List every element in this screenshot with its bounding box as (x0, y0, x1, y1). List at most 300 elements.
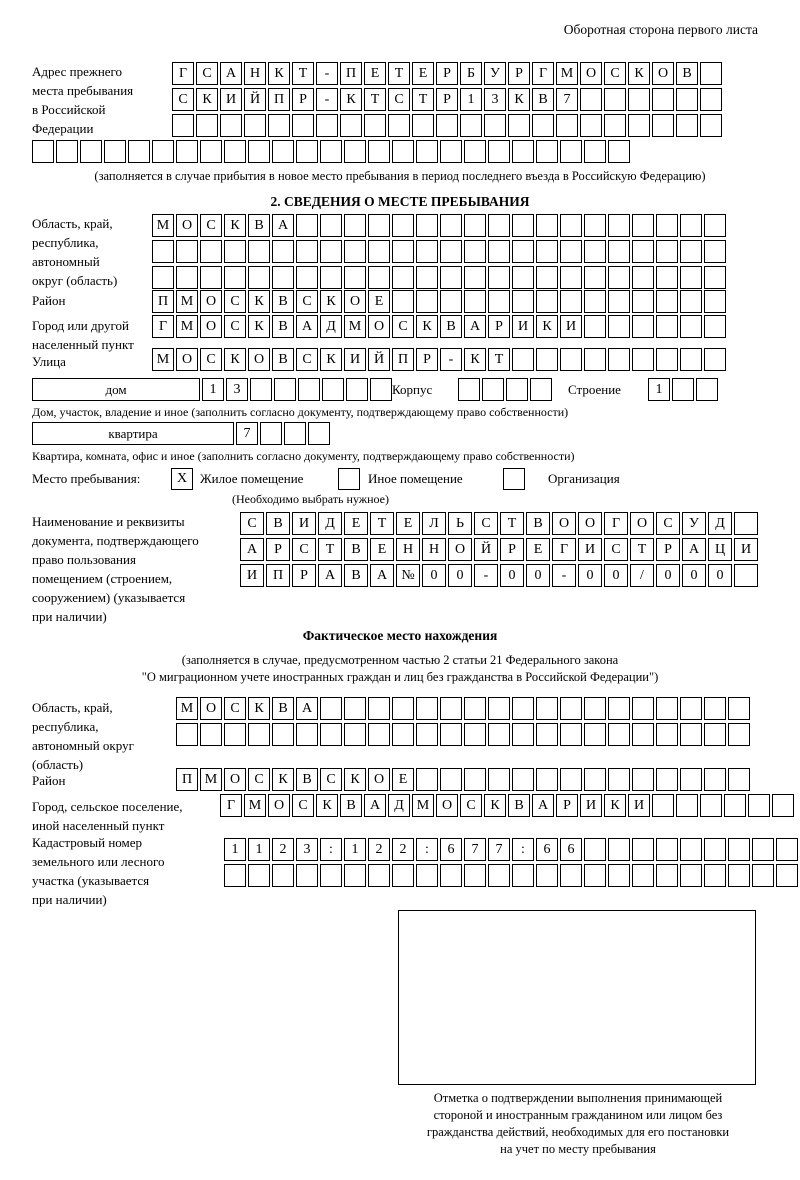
char-cell[interactable] (656, 315, 678, 338)
char-cell[interactable] (274, 378, 296, 401)
char-cell[interactable] (632, 266, 654, 289)
char-cell[interactable]: Т (364, 88, 386, 111)
char-cell[interactable] (752, 838, 774, 861)
char-cell[interactable] (632, 838, 654, 861)
char-cell[interactable] (296, 864, 318, 887)
char-cell[interactable] (604, 88, 626, 111)
char-cell[interactable]: О (176, 348, 198, 371)
char-cell[interactable]: 1 (344, 838, 366, 861)
char-cell[interactable] (416, 266, 438, 289)
char-cell[interactable]: Г (552, 538, 576, 561)
char-cell[interactable] (536, 348, 558, 371)
char-cell[interactable]: К (196, 88, 218, 111)
char-cell[interactable]: О (248, 348, 270, 371)
char-cell[interactable]: А (296, 697, 318, 720)
char-cell[interactable]: Р (436, 88, 458, 111)
char-cell[interactable]: М (244, 794, 266, 817)
char-cell[interactable] (560, 723, 582, 746)
char-cell[interactable]: 7 (488, 838, 510, 861)
char-cell[interactable] (608, 838, 630, 861)
char-cell[interactable] (320, 214, 342, 237)
char-cell[interactable] (608, 214, 630, 237)
char-cell[interactable] (580, 114, 602, 137)
char-cell[interactable]: О (268, 794, 290, 817)
char-cell[interactable] (298, 378, 320, 401)
char-cell[interactable] (506, 378, 528, 401)
char-cell[interactable] (536, 723, 558, 746)
char-cell[interactable]: Е (368, 290, 390, 313)
char-cell[interactable]: И (578, 538, 602, 561)
stroenie-cells[interactable] (648, 378, 720, 401)
char-cell[interactable]: Д (318, 512, 342, 535)
char-cell[interactable]: В (248, 214, 270, 237)
char-cell[interactable]: П (266, 564, 290, 587)
char-cell[interactable] (608, 240, 630, 263)
char-cell[interactable] (368, 240, 390, 263)
char-cell[interactable]: А (464, 315, 486, 338)
char-cell[interactable] (680, 290, 702, 313)
char-cell[interactable] (200, 140, 222, 163)
prev-address-row[interactable] (172, 88, 724, 111)
char-cell[interactable] (680, 838, 702, 861)
char-cell[interactable] (464, 768, 486, 791)
char-cell[interactable] (322, 378, 344, 401)
char-cell[interactable] (580, 88, 602, 111)
char-cell[interactable] (464, 266, 486, 289)
char-cell[interactable]: 3 (226, 378, 248, 401)
char-cell[interactable] (704, 768, 726, 791)
char-cell[interactable] (608, 348, 630, 371)
char-cell[interactable] (440, 266, 462, 289)
char-cell[interactable] (680, 214, 702, 237)
char-cell[interactable]: О (200, 315, 222, 338)
char-cell[interactable] (370, 378, 392, 401)
char-cell[interactable]: О (578, 512, 602, 535)
char-cell[interactable] (676, 794, 698, 817)
cadastral-row[interactable] (224, 864, 800, 887)
char-cell[interactable]: А (682, 538, 706, 561)
char-cell[interactable]: В (344, 564, 368, 587)
char-cell[interactable] (656, 838, 678, 861)
char-cell[interactable]: О (630, 512, 654, 535)
char-cell[interactable] (436, 114, 458, 137)
char-cell[interactable]: В (344, 538, 368, 561)
char-cell[interactable] (530, 378, 552, 401)
char-cell[interactable]: С (292, 794, 314, 817)
char-cell[interactable] (728, 768, 750, 791)
char-cell[interactable] (628, 88, 650, 111)
char-cell[interactable]: 3 (296, 838, 318, 861)
char-cell[interactable]: А (272, 214, 294, 237)
char-cell[interactable]: С (240, 512, 264, 535)
char-cell[interactable] (560, 290, 582, 313)
char-cell[interactable]: А (364, 794, 386, 817)
actual-region-row[interactable] (176, 697, 752, 720)
char-cell[interactable] (700, 88, 722, 111)
char-cell[interactable]: К (248, 290, 270, 313)
char-cell[interactable]: 7 (236, 422, 258, 445)
char-cell[interactable] (512, 214, 534, 237)
char-cell[interactable] (248, 140, 270, 163)
char-cell[interactable]: № (396, 564, 420, 587)
char-cell[interactable] (344, 214, 366, 237)
checkbox-organizaciya[interactable] (503, 468, 525, 490)
char-cell[interactable] (284, 422, 306, 445)
char-cell[interactable] (392, 266, 414, 289)
char-cell[interactable] (632, 697, 654, 720)
char-cell[interactable] (484, 114, 506, 137)
char-cell[interactable] (632, 315, 654, 338)
char-cell[interactable]: В (266, 512, 290, 535)
char-cell[interactable]: С (474, 512, 498, 535)
char-cell[interactable] (728, 723, 750, 746)
char-cell[interactable]: О (436, 794, 458, 817)
char-cell[interactable]: : (416, 838, 438, 861)
char-cell[interactable] (308, 422, 330, 445)
char-cell[interactable] (364, 114, 386, 137)
char-cell[interactable] (224, 140, 246, 163)
char-cell[interactable] (440, 214, 462, 237)
char-cell[interactable] (656, 214, 678, 237)
char-cell[interactable] (368, 864, 390, 887)
char-cell[interactable] (368, 140, 390, 163)
char-cell[interactable] (172, 114, 194, 137)
char-cell[interactable] (80, 140, 102, 163)
char-cell[interactable]: С (656, 512, 680, 535)
char-cell[interactable]: А (220, 62, 242, 85)
char-cell[interactable] (464, 214, 486, 237)
char-cell[interactable]: И (240, 564, 264, 587)
char-cell[interactable]: Н (244, 62, 266, 85)
char-cell[interactable] (488, 723, 510, 746)
char-cell[interactable] (584, 838, 606, 861)
char-cell[interactable]: Д (708, 512, 732, 535)
char-cell[interactable] (152, 266, 174, 289)
char-cell[interactable] (248, 240, 270, 263)
char-cell[interactable]: П (268, 88, 290, 111)
char-cell[interactable]: И (344, 348, 366, 371)
char-cell[interactable]: А (318, 564, 342, 587)
char-cell[interactable]: 7 (556, 88, 578, 111)
char-cell[interactable]: Р (266, 538, 290, 561)
char-cell[interactable] (632, 864, 654, 887)
char-cell[interactable]: - (316, 88, 338, 111)
char-cell[interactable] (656, 768, 678, 791)
char-cell[interactable] (224, 266, 246, 289)
char-cell[interactable] (392, 240, 414, 263)
region-row[interactable] (152, 214, 728, 237)
char-cell[interactable]: Г (532, 62, 554, 85)
char-cell[interactable]: К (484, 794, 506, 817)
char-cell[interactable]: К (248, 697, 270, 720)
char-cell[interactable]: А (370, 564, 394, 587)
char-cell[interactable] (652, 114, 674, 137)
char-cell[interactable] (632, 240, 654, 263)
char-cell[interactable] (32, 140, 54, 163)
char-cell[interactable] (320, 266, 342, 289)
char-cell[interactable]: - (552, 564, 576, 587)
region-row[interactable] (152, 266, 728, 289)
char-cell[interactable] (672, 378, 694, 401)
char-cell[interactable] (416, 697, 438, 720)
char-cell[interactable]: У (484, 62, 506, 85)
char-cell[interactable]: 2 (368, 838, 390, 861)
char-cell[interactable] (464, 140, 486, 163)
cadastral-row[interactable] (224, 838, 800, 861)
char-cell[interactable] (512, 266, 534, 289)
char-cell[interactable]: М (200, 768, 222, 791)
char-cell[interactable] (656, 697, 678, 720)
char-cell[interactable]: Г (172, 62, 194, 85)
char-cell[interactable] (224, 864, 246, 887)
char-cell[interactable] (482, 378, 504, 401)
char-cell[interactable] (608, 864, 630, 887)
char-cell[interactable] (608, 140, 630, 163)
char-cell[interactable] (248, 723, 270, 746)
char-cell[interactable]: К (464, 348, 486, 371)
char-cell[interactable] (632, 348, 654, 371)
char-cell[interactable] (488, 768, 510, 791)
char-cell[interactable] (272, 240, 294, 263)
char-cell[interactable]: М (556, 62, 578, 85)
char-cell[interactable]: П (152, 290, 174, 313)
dom-cells[interactable] (202, 378, 394, 401)
char-cell[interactable]: О (652, 62, 674, 85)
char-cell[interactable]: О (224, 768, 246, 791)
char-cell[interactable] (248, 864, 270, 887)
char-cell[interactable] (296, 723, 318, 746)
char-cell[interactable]: И (220, 88, 242, 111)
char-cell[interactable] (656, 864, 678, 887)
char-cell[interactable] (652, 794, 674, 817)
char-cell[interactable]: 0 (448, 564, 472, 587)
char-cell[interactable] (392, 290, 414, 313)
char-cell[interactable]: П (340, 62, 362, 85)
char-cell[interactable] (704, 315, 726, 338)
char-cell[interactable] (680, 723, 702, 746)
char-cell[interactable]: Й (474, 538, 498, 561)
char-cell[interactable]: К (416, 315, 438, 338)
char-cell[interactable]: К (344, 768, 366, 791)
char-cell[interactable] (632, 768, 654, 791)
char-cell[interactable]: С (604, 62, 626, 85)
char-cell[interactable]: П (392, 348, 414, 371)
char-cell[interactable]: Г (152, 315, 174, 338)
char-cell[interactable] (680, 315, 702, 338)
char-cell[interactable]: 0 (708, 564, 732, 587)
char-cell[interactable] (680, 768, 702, 791)
char-cell[interactable] (676, 88, 698, 111)
char-cell[interactable] (700, 62, 722, 85)
char-cell[interactable]: О (176, 214, 198, 237)
char-cell[interactable]: М (412, 794, 434, 817)
char-cell[interactable] (508, 114, 530, 137)
char-cell[interactable] (512, 290, 534, 313)
char-cell[interactable]: К (224, 214, 246, 237)
char-cell[interactable]: Р (500, 538, 524, 561)
char-cell[interactable] (392, 864, 414, 887)
char-cell[interactable]: Й (244, 88, 266, 111)
char-cell[interactable]: 0 (578, 564, 602, 587)
char-cell[interactable]: Р (556, 794, 578, 817)
char-cell[interactable] (608, 768, 630, 791)
char-cell[interactable]: 1 (224, 838, 246, 861)
char-cell[interactable]: 0 (656, 564, 680, 587)
char-cell[interactable] (196, 114, 218, 137)
char-cell[interactable] (56, 140, 78, 163)
char-cell[interactable] (704, 697, 726, 720)
char-cell[interactable]: И (580, 794, 602, 817)
char-cell[interactable]: К (316, 794, 338, 817)
char-cell[interactable]: Е (526, 538, 550, 561)
doc-row[interactable] (240, 538, 760, 561)
char-cell[interactable] (320, 240, 342, 263)
char-cell[interactable]: М (176, 290, 198, 313)
char-cell[interactable] (292, 114, 314, 137)
char-cell[interactable] (392, 140, 414, 163)
char-cell[interactable]: 1 (648, 378, 670, 401)
char-cell[interactable] (680, 697, 702, 720)
char-cell[interactable]: И (628, 794, 650, 817)
char-cell[interactable]: В (272, 290, 294, 313)
char-cell[interactable] (532, 114, 554, 137)
char-cell[interactable]: В (532, 88, 554, 111)
char-cell[interactable]: У (682, 512, 706, 535)
char-cell[interactable]: Д (320, 315, 342, 338)
char-cell[interactable] (656, 290, 678, 313)
char-cell[interactable] (584, 697, 606, 720)
district-row[interactable] (152, 290, 728, 313)
char-cell[interactable] (200, 240, 222, 263)
char-cell[interactable]: П (176, 768, 198, 791)
region-row[interactable] (152, 240, 728, 263)
char-cell[interactable] (584, 140, 606, 163)
char-cell[interactable] (632, 723, 654, 746)
char-cell[interactable] (416, 214, 438, 237)
prev-address-row[interactable] (32, 140, 632, 163)
char-cell[interactable]: В (676, 62, 698, 85)
char-cell[interactable]: - (474, 564, 498, 587)
char-cell[interactable] (488, 697, 510, 720)
char-cell[interactable]: О (344, 290, 366, 313)
char-cell[interactable]: С (604, 538, 628, 561)
char-cell[interactable] (488, 240, 510, 263)
char-cell[interactable]: О (580, 62, 602, 85)
char-cell[interactable] (416, 290, 438, 313)
char-cell[interactable]: К (536, 315, 558, 338)
char-cell[interactable] (536, 266, 558, 289)
char-cell[interactable]: В (272, 697, 294, 720)
char-cell[interactable] (680, 240, 702, 263)
char-cell[interactable]: 1 (460, 88, 482, 111)
char-cell[interactable]: В (526, 512, 550, 535)
char-cell[interactable]: : (320, 838, 342, 861)
char-cell[interactable]: Т (292, 62, 314, 85)
char-cell[interactable] (344, 240, 366, 263)
char-cell[interactable] (488, 214, 510, 237)
char-cell[interactable]: С (224, 697, 246, 720)
char-cell[interactable]: 0 (526, 564, 550, 587)
char-cell[interactable]: С (388, 88, 410, 111)
char-cell[interactable] (632, 214, 654, 237)
char-cell[interactable]: В (272, 348, 294, 371)
char-cell[interactable]: О (200, 697, 222, 720)
char-cell[interactable] (512, 864, 534, 887)
char-cell[interactable]: С (392, 315, 414, 338)
char-cell[interactable] (628, 114, 650, 137)
char-cell[interactable]: Е (396, 512, 420, 535)
char-cell[interactable] (652, 88, 674, 111)
char-cell[interactable] (416, 140, 438, 163)
char-cell[interactable]: Т (500, 512, 524, 535)
char-cell[interactable]: О (200, 290, 222, 313)
char-cell[interactable]: К (508, 88, 530, 111)
char-cell[interactable] (536, 140, 558, 163)
char-cell[interactable]: М (344, 315, 366, 338)
char-cell[interactable]: И (734, 538, 758, 561)
char-cell[interactable]: С (200, 348, 222, 371)
char-cell[interactable] (728, 864, 750, 887)
char-cell[interactable] (128, 140, 150, 163)
char-cell[interactable]: Т (388, 62, 410, 85)
char-cell[interactable] (440, 768, 462, 791)
char-cell[interactable] (296, 240, 318, 263)
char-cell[interactable] (680, 864, 702, 887)
char-cell[interactable] (608, 723, 630, 746)
char-cell[interactable] (344, 864, 366, 887)
char-cell[interactable] (488, 290, 510, 313)
char-cell[interactable] (296, 266, 318, 289)
char-cell[interactable]: Н (396, 538, 420, 561)
char-cell[interactable] (392, 723, 414, 746)
char-cell[interactable] (296, 214, 318, 237)
char-cell[interactable] (704, 348, 726, 371)
char-cell[interactable] (560, 697, 582, 720)
char-cell[interactable]: А (532, 794, 554, 817)
char-cell[interactable]: Ц (708, 538, 732, 561)
char-cell[interactable]: 2 (392, 838, 414, 861)
char-cell[interactable]: В (272, 315, 294, 338)
char-cell[interactable] (560, 864, 582, 887)
char-cell[interactable]: И (512, 315, 534, 338)
char-cell[interactable]: 1 (248, 838, 270, 861)
char-cell[interactable] (512, 768, 534, 791)
char-cell[interactable] (584, 214, 606, 237)
stamp-box[interactable] (398, 910, 756, 1085)
char-cell[interactable]: С (292, 538, 316, 561)
char-cell[interactable]: С (296, 290, 318, 313)
char-cell[interactable]: Т (488, 348, 510, 371)
char-cell[interactable]: Р (292, 564, 316, 587)
char-cell[interactable]: О (368, 315, 390, 338)
kvartira-cells[interactable] (236, 422, 332, 445)
char-cell[interactable]: Р (656, 538, 680, 561)
char-cell[interactable]: К (248, 315, 270, 338)
char-cell[interactable]: Е (412, 62, 434, 85)
char-cell[interactable]: 1 (202, 378, 224, 401)
char-cell[interactable]: Т (370, 512, 394, 535)
char-cell[interactable] (584, 240, 606, 263)
char-cell[interactable]: К (604, 794, 626, 817)
char-cell[interactable]: Л (422, 512, 446, 535)
char-cell[interactable] (340, 114, 362, 137)
char-cell[interactable]: К (320, 348, 342, 371)
char-cell[interactable]: С (460, 794, 482, 817)
char-cell[interactable] (176, 140, 198, 163)
char-cell[interactable]: В (508, 794, 530, 817)
char-cell[interactable] (416, 723, 438, 746)
char-cell[interactable]: 6 (536, 838, 558, 861)
